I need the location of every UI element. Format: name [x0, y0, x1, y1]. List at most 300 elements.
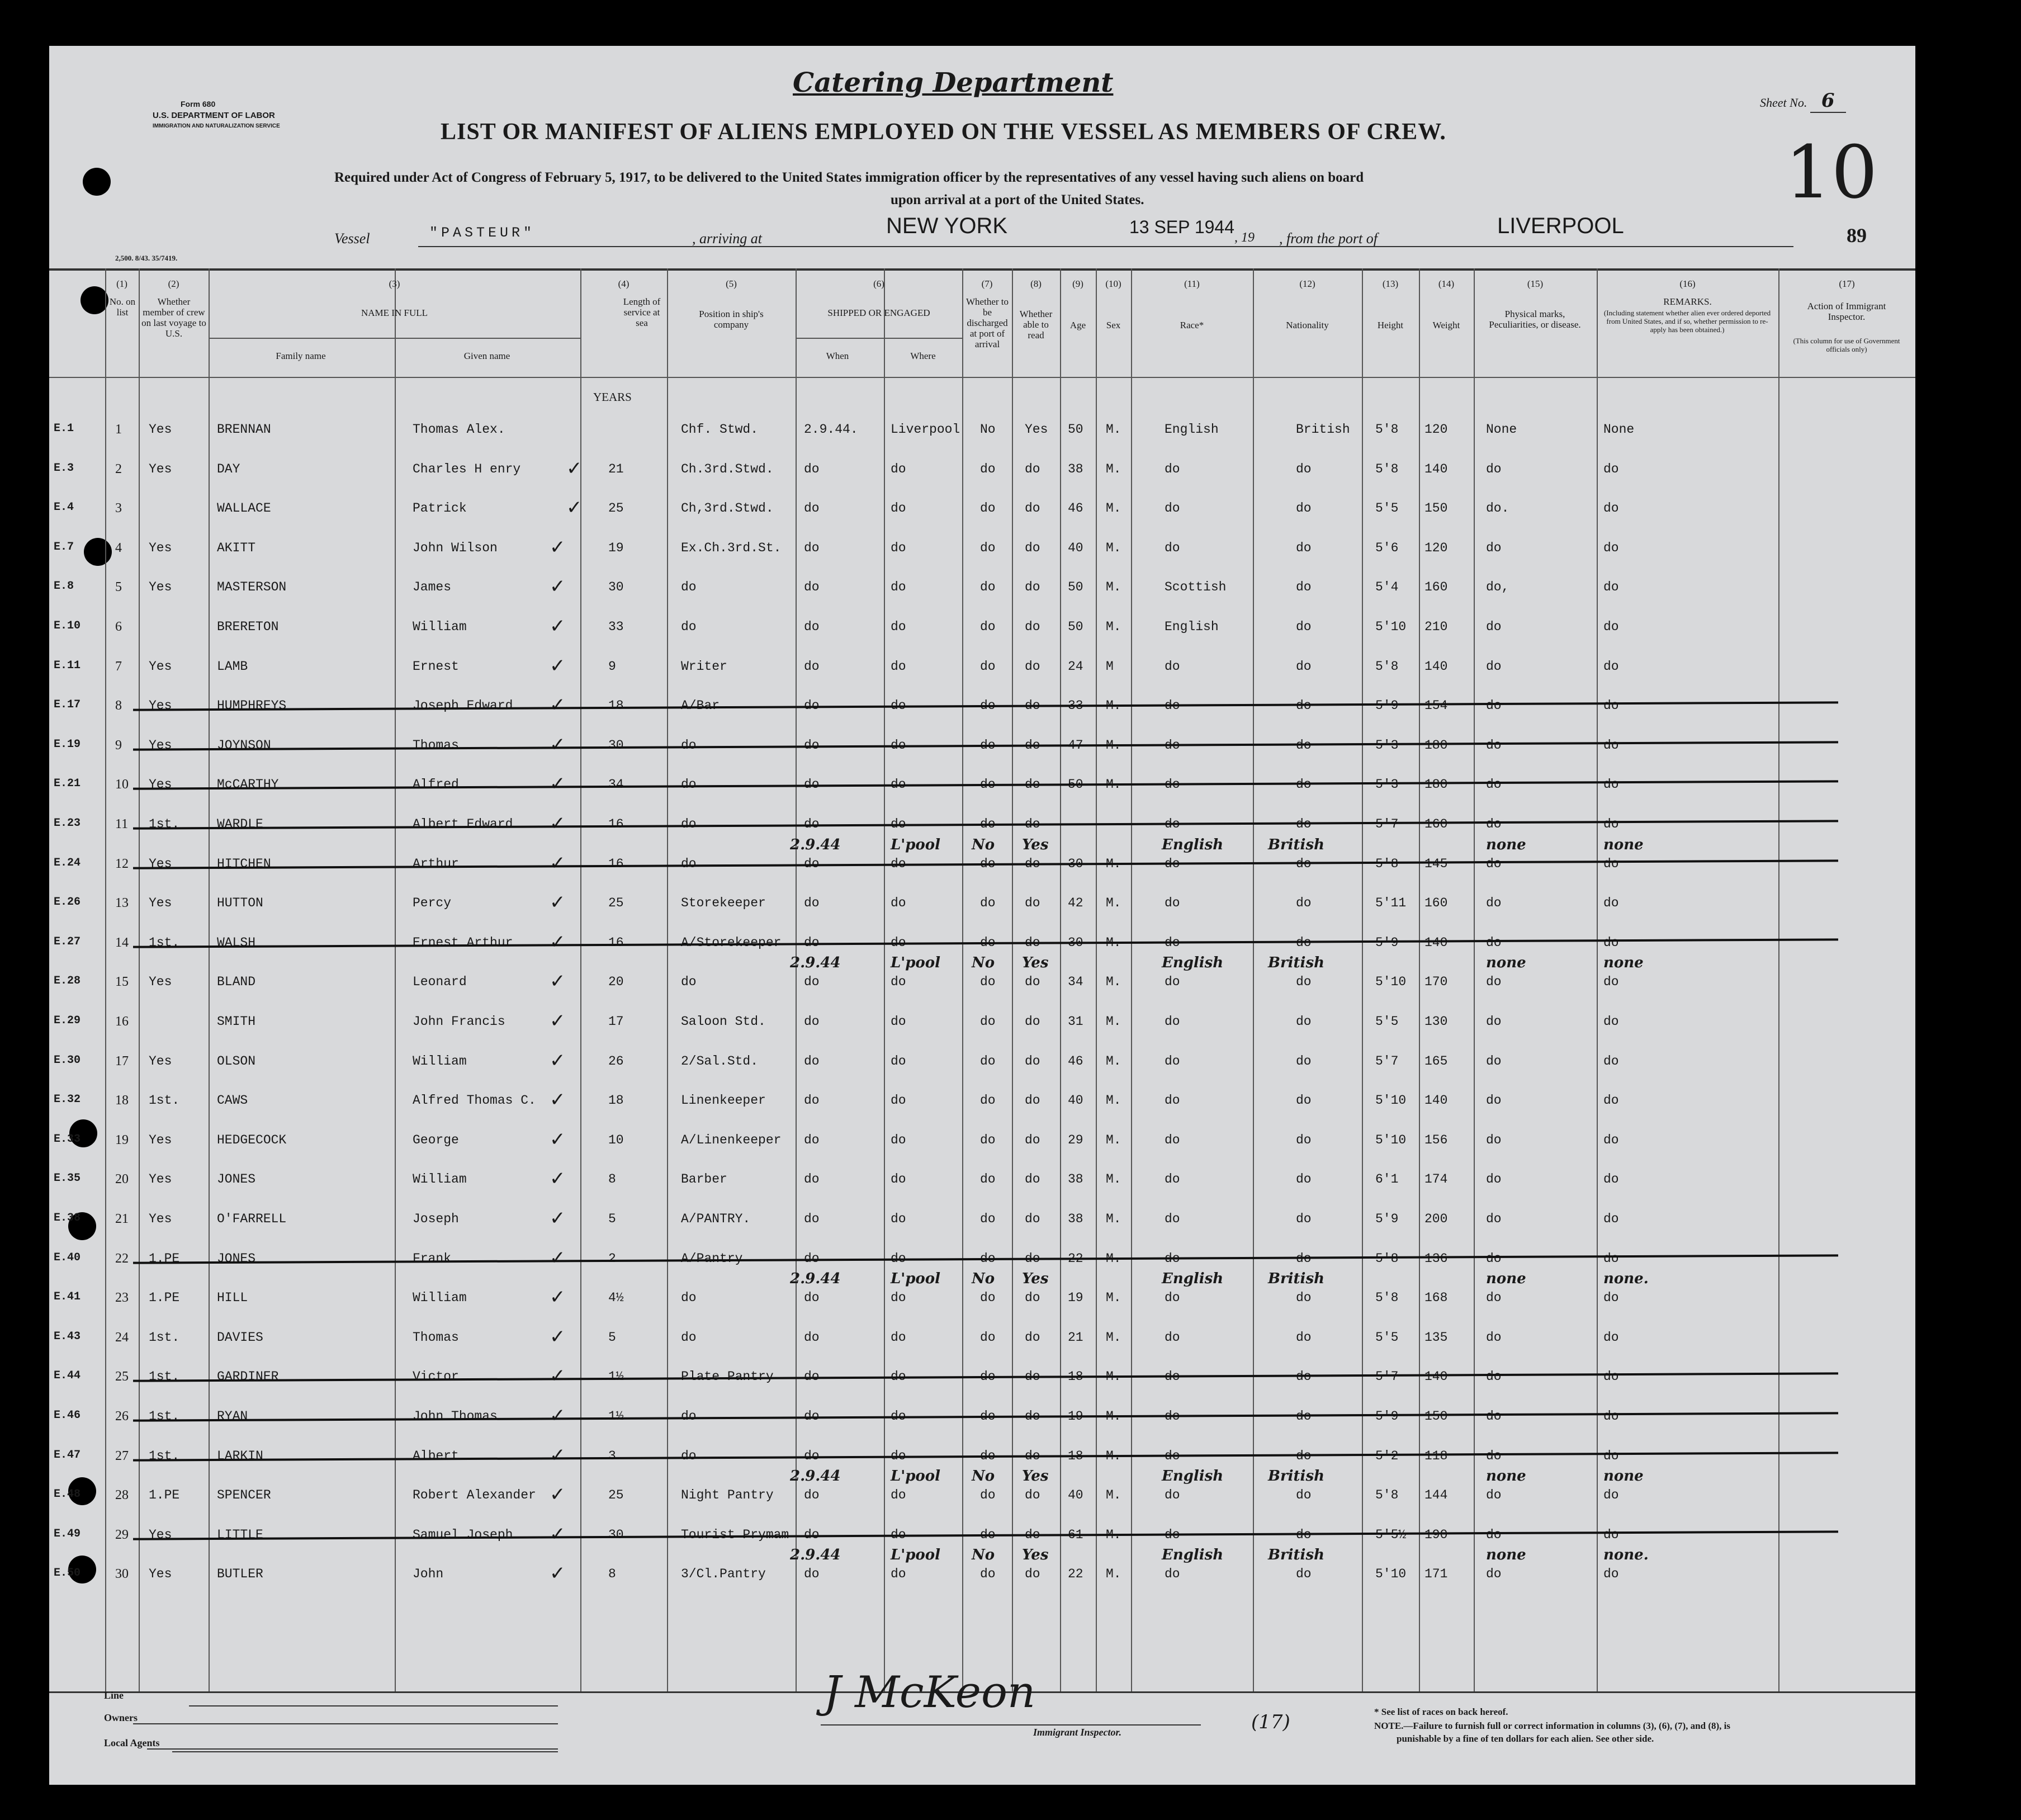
cell-weight: 154	[1424, 698, 1448, 713]
cell-service-length: 21	[608, 461, 624, 476]
cell-given-name: Percy	[413, 896, 452, 911]
cell-weight: 171	[1424, 1567, 1448, 1582]
cell-nationality: do	[1296, 1409, 1312, 1424]
table-row	[49, 654, 1915, 698]
cell-race: do	[1165, 1053, 1180, 1069]
cell-weight: 190	[1424, 1527, 1448, 1542]
correction-where: L'pool	[891, 1270, 940, 1288]
cell-row-id: E.11	[54, 659, 81, 672]
cell-service-length: 5	[608, 1330, 616, 1345]
cell-physical-marks: do	[1486, 461, 1502, 476]
cell-physical-marks: do	[1486, 1053, 1502, 1069]
correction-read: Yes	[1022, 954, 1049, 972]
cell-shipped-when: do	[804, 580, 820, 595]
arriving-port: NEW YORK	[886, 214, 1008, 238]
cell-given-name: William	[413, 1053, 467, 1069]
correction-remarks: none.	[1603, 1547, 1649, 1564]
cell-row-number: 30	[115, 1567, 129, 1582]
header-name-in-full: NAME IN FULL	[361, 308, 428, 318]
local-agents-label: Local Agents	[104, 1737, 160, 1748]
cell-family-name: HILL	[217, 1290, 248, 1306]
cell-shipped-when: do	[804, 620, 820, 634]
cell-weight: 150	[1424, 1409, 1448, 1424]
cell-age: 50	[1068, 422, 1083, 437]
cell-row-number: 10	[115, 777, 129, 792]
cell-able-to-read: do	[1025, 1369, 1040, 1384]
cell-shipped-when: do	[804, 698, 820, 713]
cell-race: do	[1165, 856, 1180, 871]
cell-last-voyage: Yes	[149, 856, 172, 871]
correction-marks: none	[1486, 836, 1526, 853]
cell-shipped-when: do	[804, 1567, 820, 1582]
cell-position: Ch.3rd.Stwd.	[681, 461, 774, 476]
table-row	[49, 1010, 1915, 1053]
cell-row-id: E.33	[54, 1132, 81, 1146]
note-line-2: punishable by a fine of ten dollars for each alien. See other side.	[1397, 1733, 1654, 1744]
cell-physical-marks: do	[1486, 540, 1502, 555]
cell-race: English	[1165, 620, 1219, 634]
cell-row-id: E.47	[54, 1448, 81, 1462]
header-race: Race*	[1180, 320, 1204, 330]
cell-discharged: do	[980, 1330, 996, 1345]
cell-able-to-read: do	[1025, 1172, 1040, 1187]
cell-row-number: 16	[115, 1014, 129, 1029]
cell-race: do	[1165, 698, 1180, 713]
cell-physical-marks: do	[1486, 1448, 1502, 1463]
cell-race: do	[1165, 501, 1180, 516]
cell-race: Scottish	[1165, 580, 1227, 595]
cell-height: 5'9	[1375, 1212, 1399, 1226]
table-row	[49, 1562, 1915, 1606]
cell-position: 2/Sal.Std.	[681, 1053, 759, 1069]
cell-shipped-when: do	[804, 1093, 820, 1108]
cell-weight: 165	[1424, 1053, 1448, 1069]
sheet-label	[1760, 89, 1846, 112]
cell-nationality: do	[1296, 738, 1312, 753]
table-row	[49, 733, 1915, 777]
cell-position: do	[681, 1290, 697, 1306]
header-remarks-note: (Including statement whether alien ever ordered deported from United States, and if so, whether permission to re-apply has been obtained.)	[1603, 309, 1771, 334]
cell-discharged: do	[980, 698, 996, 713]
cell-able-to-read: do	[1025, 1093, 1040, 1108]
cell-position: do	[681, 1330, 697, 1345]
cell-given-name: George	[413, 1132, 459, 1147]
cell-weight: 160	[1424, 896, 1448, 911]
cell-family-name: HEDGECOCK	[217, 1132, 287, 1147]
agency-line1: U.S. DEPARTMENT OF LABOR	[153, 111, 275, 120]
correction-disch: No	[972, 1468, 995, 1485]
cell-height: 5'10	[1375, 1567, 1407, 1582]
cell-discharged: do	[980, 1132, 996, 1147]
check-mark-icon: ✓	[550, 1049, 566, 1072]
cell-sex: M.	[1106, 1014, 1121, 1029]
col-num: (11)	[1184, 278, 1200, 289]
check-mark-icon: ✓	[550, 930, 566, 953]
cell-given-name: Leonard	[413, 975, 467, 990]
cell-remarks: do	[1603, 1093, 1619, 1108]
table-row	[49, 694, 1915, 738]
cell-able-to-read: do	[1025, 580, 1040, 595]
cell-given-name: Patrick	[413, 501, 467, 516]
cell-race: do	[1165, 935, 1180, 950]
cell-age: 33	[1068, 698, 1083, 713]
cell-able-to-read: do	[1025, 975, 1040, 990]
table-row	[49, 1286, 1915, 1330]
table-row	[49, 773, 1915, 816]
cell-position: Ch,3rd.Stwd.	[681, 501, 774, 516]
cell-service-length: 3	[608, 1448, 616, 1463]
cell-able-to-read: do	[1025, 1330, 1040, 1345]
cell-height: 5'10	[1375, 620, 1407, 634]
correction-race: English	[1162, 1547, 1224, 1564]
cell-nationality: British	[1296, 422, 1350, 437]
cell-position: do	[681, 856, 697, 871]
cell-discharged: do	[980, 1369, 996, 1384]
cell-row-number: 14	[115, 935, 129, 950]
cell-age: 19	[1068, 1290, 1083, 1306]
cell-family-name: RYAN	[217, 1409, 248, 1424]
cell-able-to-read: do	[1025, 540, 1040, 555]
cell-discharged: do	[980, 935, 996, 950]
cell-service-length: 18	[608, 1093, 624, 1108]
col-num: (13)	[1382, 278, 1399, 289]
cell-discharged: do	[980, 1448, 996, 1463]
cell-nationality: do	[1296, 540, 1312, 555]
cell-remarks: do	[1603, 1172, 1619, 1187]
cell-able-to-read: do	[1025, 1290, 1040, 1306]
cell-remarks: do	[1603, 1567, 1619, 1582]
table-row	[49, 852, 1915, 896]
years-label: YEARS	[593, 390, 632, 404]
cell-position: do	[681, 1409, 697, 1424]
cell-shipped-when: do	[804, 817, 820, 831]
cell-family-name: LAMB	[217, 659, 248, 674]
cell-family-name: HITCHEN	[217, 856, 271, 871]
cell-discharged: do	[980, 1567, 996, 1582]
cell-last-voyage: 1st.	[149, 817, 180, 831]
cell-shipped-where: do	[891, 1251, 906, 1266]
cell-weight: 180	[1424, 777, 1448, 792]
cell-able-to-read: do	[1025, 1409, 1040, 1424]
check-mark-icon: ✓	[550, 536, 566, 559]
cell-position: do	[681, 738, 697, 753]
cell-weight: 120	[1424, 540, 1448, 555]
cell-shipped-when: do	[804, 1448, 820, 1463]
cell-sex: M.	[1106, 1172, 1121, 1187]
cell-age: 38	[1068, 1172, 1083, 1187]
cell-row-number: 1	[115, 422, 122, 437]
check-mark-icon: ✓	[550, 1089, 566, 1112]
check-mark-icon: ✓	[550, 1325, 566, 1348]
cell-row-number: 8	[115, 698, 122, 713]
check-mark-icon: ✓	[550, 812, 566, 835]
col-num: (17)	[1839, 278, 1855, 289]
cell-family-name: BUTLER	[217, 1567, 263, 1582]
cell-shipped-when: do	[804, 1409, 820, 1424]
cell-row-id: E.48	[54, 1488, 81, 1501]
cell-height: 5'8	[1375, 461, 1399, 476]
cell-race: do	[1165, 1251, 1180, 1266]
cell-given-name: Thomas	[413, 738, 459, 753]
cell-weight: 180	[1424, 738, 1448, 753]
cell-row-number: 28	[115, 1488, 129, 1503]
cell-height: 5'8	[1375, 1251, 1399, 1266]
cell-position: A/Pantry	[681, 1251, 743, 1266]
cell-given-name: Thomas	[413, 1330, 459, 1345]
cell-remarks: do	[1603, 738, 1619, 753]
check-mark-icon: ✓	[550, 615, 566, 637]
cell-shipped-where: do	[891, 1093, 906, 1108]
cell-discharged: do	[980, 856, 996, 871]
cell-row-number: 20	[115, 1172, 129, 1187]
cell-row-id: E.21	[54, 777, 81, 791]
cell-family-name: WARDLE	[217, 817, 263, 831]
cell-height: 5'7	[1375, 1053, 1399, 1069]
cell-last-voyage: Yes	[149, 1172, 172, 1187]
cell-sex: M.	[1106, 1527, 1121, 1542]
cell-service-length: 10	[608, 1132, 624, 1147]
cell-nationality: do	[1296, 501, 1312, 516]
cell-service-length: 5	[608, 1212, 616, 1226]
cell-shipped-where: do	[891, 620, 906, 634]
check-mark-icon: ✓	[550, 773, 566, 796]
cell-nationality: do	[1296, 777, 1312, 792]
cell-physical-marks: do,	[1486, 580, 1509, 595]
cell-shipped-where: do	[891, 540, 906, 555]
check-mark-icon: ✓	[550, 1010, 566, 1032]
cell-physical-marks: do	[1486, 1409, 1502, 1424]
cell-discharged: do	[980, 1014, 996, 1029]
cell-given-name: Samuel Joseph	[413, 1527, 513, 1542]
table-row	[49, 1089, 1915, 1132]
check-mark-icon: ✓	[550, 1444, 566, 1467]
cell-weight: 140	[1424, 1093, 1448, 1108]
cell-shipped-where: do	[891, 1212, 906, 1226]
cell-last-voyage: 1st.	[149, 1448, 180, 1463]
form-number: Form 680	[181, 100, 216, 108]
cell-height: 5'6	[1375, 540, 1399, 555]
cell-nationality: do	[1296, 817, 1312, 831]
cell-able-to-read: do	[1025, 896, 1040, 911]
owners-rule	[147, 1748, 558, 1750]
cell-nationality: do	[1296, 1172, 1312, 1187]
manifest-sheet	[49, 46, 1915, 1785]
cell-family-name: BLAND	[217, 975, 256, 990]
header-able-to-read: Whether able to read	[1019, 309, 1053, 341]
cell-discharged: do	[980, 975, 996, 990]
cell-family-name: SMITH	[217, 1014, 256, 1029]
cell-service-length: 33	[608, 620, 624, 634]
cell-row-id: E.10	[54, 620, 81, 632]
cell-service-length: 34	[608, 777, 624, 792]
cell-family-name: LITTLE	[217, 1527, 263, 1542]
cell-shipped-where: do	[891, 1172, 906, 1187]
cell-sex: M.	[1106, 461, 1121, 476]
cell-row-id: E.50	[54, 1567, 81, 1580]
subheader-rule-shipped	[796, 338, 962, 339]
cell-row-number: 18	[115, 1093, 129, 1108]
cell-age: 22	[1068, 1251, 1083, 1266]
cell-sex: M.	[1106, 1053, 1121, 1069]
cell-sex: M.	[1106, 1212, 1121, 1226]
cell-physical-marks: do	[1486, 698, 1502, 713]
arrival-date: 13 SEP 1944	[1129, 217, 1235, 237]
cell-able-to-read: do	[1025, 1212, 1040, 1226]
cell-position: Linenkeeper	[681, 1093, 766, 1108]
cell-nationality: do	[1296, 1014, 1312, 1029]
cell-remarks: do	[1603, 659, 1619, 674]
cell-row-id: E.43	[54, 1330, 81, 1343]
cell-race: do	[1165, 1448, 1180, 1463]
cell-weight: 156	[1424, 1132, 1448, 1147]
punch-hole	[83, 168, 111, 196]
cell-service-length: 30	[608, 1527, 624, 1542]
table-row	[49, 1049, 1915, 1093]
cell-row-number: 24	[115, 1330, 129, 1345]
cell-position: do	[681, 777, 697, 792]
department-handwritten: Catering Department	[793, 67, 1114, 98]
cell-nationality: do	[1296, 1369, 1312, 1384]
header-height: Height	[1377, 320, 1404, 330]
cell-sex: M.	[1106, 698, 1121, 713]
cell-sex: M.	[1106, 896, 1121, 911]
table-row	[49, 1207, 1915, 1251]
cell-height: 5'9	[1375, 1409, 1399, 1424]
cell-shipped-where: do	[891, 777, 906, 792]
check-mark-icon: ✓	[550, 891, 566, 914]
cell-race: do	[1165, 1172, 1180, 1187]
header-discharged: Whether to be discharged at port of arrival	[966, 296, 1009, 349]
cell-age: 18	[1068, 1448, 1083, 1463]
cell-sex: M.	[1106, 1369, 1121, 1384]
cell-weight: 174	[1424, 1172, 1448, 1187]
cell-service-length: 30	[608, 580, 624, 595]
correction-nat: British	[1268, 1547, 1324, 1564]
cell-physical-marks: do	[1486, 1172, 1502, 1187]
cell-last-voyage: Yes	[149, 1212, 172, 1226]
cell-remarks: do	[1603, 1251, 1619, 1266]
cell-able-to-read: do	[1025, 1251, 1040, 1266]
header-remarks: REMARKS.	[1663, 296, 1712, 307]
cell-able-to-read: do	[1025, 1448, 1040, 1463]
correction-remarks: none	[1603, 1468, 1644, 1485]
cell-shipped-when: do	[804, 540, 820, 555]
cell-last-voyage: Yes	[149, 1527, 172, 1542]
cell-nationality: do	[1296, 1567, 1312, 1582]
cell-family-name: JONES	[217, 1251, 256, 1266]
cell-position: Saloon Std.	[681, 1014, 766, 1029]
correction-race: English	[1162, 1468, 1224, 1485]
correction-disch: No	[972, 954, 995, 972]
cell-family-name: DAY	[217, 461, 240, 476]
from-port: LIVERPOOL	[1497, 214, 1624, 238]
cell-shipped-where: do	[891, 1330, 906, 1345]
cell-nationality: do	[1296, 698, 1312, 713]
cell-weight: 130	[1424, 1014, 1448, 1029]
cell-shipped-where: Liverpool	[891, 422, 960, 437]
cell-shipped-where: do	[891, 1527, 906, 1542]
line-rule	[133, 1723, 558, 1724]
cell-physical-marks: do	[1486, 1132, 1502, 1147]
header-action: Action of Immigrant Inspector.	[1807, 301, 1886, 322]
cell-able-to-read: Yes	[1025, 422, 1048, 437]
cell-remarks: do	[1603, 1330, 1619, 1345]
col-num: (10)	[1105, 278, 1121, 289]
cell-remarks: do	[1603, 540, 1619, 555]
cell-position: do	[681, 580, 697, 595]
cell-last-voyage: Yes	[149, 659, 172, 674]
header-service-length: Length of service at sea	[623, 296, 661, 328]
vessel-label: Vessel	[334, 230, 370, 247]
check-mark-icon: ✓	[566, 457, 583, 480]
cell-position: Tourist Prymam	[681, 1527, 789, 1542]
header-physical-marks: Physical marks, Peculiarities, or disease.	[1489, 309, 1581, 330]
cell-sex: M.	[1106, 856, 1121, 871]
page-title: LIST OR MANIFEST OF ALIENS EMPLOYED ON THE VESSEL AS MEMBERS OF CREW.	[441, 119, 1446, 145]
cell-able-to-read: do	[1025, 856, 1040, 871]
cell-row-id: E.7	[54, 540, 74, 554]
cell-remarks: do	[1603, 620, 1619, 634]
cell-shipped-when: do	[804, 935, 820, 950]
cell-shipped-when: 2.9.44.	[804, 422, 858, 437]
cell-sex: M.	[1106, 1448, 1121, 1463]
cell-position: 3/Cl.Pantry	[681, 1567, 766, 1582]
cell-family-name: WALSH	[217, 935, 256, 950]
cell-age: 29	[1068, 1132, 1083, 1147]
header-shipped-engaged: SHIPPED OR ENGAGED	[827, 308, 930, 318]
cell-height: 5'3	[1375, 738, 1399, 753]
cell-weight: 120	[1424, 422, 1448, 437]
cell-nationality: do	[1296, 1527, 1312, 1542]
cell-able-to-read: do	[1025, 501, 1040, 516]
cell-position: Chf. Stwd.	[681, 422, 759, 437]
cell-service-length: 20	[608, 975, 624, 990]
cell-race: do	[1165, 540, 1180, 555]
cell-shipped-when: do	[804, 461, 820, 476]
header-weight: Weight	[1432, 320, 1460, 330]
cell-sex: M.	[1106, 501, 1121, 516]
cell-nationality: do	[1296, 975, 1312, 990]
cell-sex: M.	[1106, 1132, 1121, 1147]
table-row	[49, 1167, 1915, 1211]
cell-age: 46	[1068, 1053, 1083, 1069]
cell-sex: M.	[1106, 975, 1121, 990]
cell-position: do	[681, 1448, 697, 1463]
cell-discharged: do	[980, 1172, 996, 1187]
cell-able-to-read: do	[1025, 777, 1040, 792]
cell-race: do	[1165, 896, 1180, 911]
header-sex: Sex	[1106, 320, 1121, 330]
cell-service-length: 8	[608, 1172, 616, 1187]
cell-discharged: do	[980, 501, 996, 516]
cell-row-number: 21	[115, 1212, 129, 1226]
correction-when: 2.9.44	[790, 1468, 841, 1485]
cell-age: 34	[1068, 975, 1083, 990]
correction-read: Yes	[1022, 1547, 1049, 1564]
cell-physical-marks: do	[1486, 856, 1502, 871]
cell-row-id: E.26	[54, 896, 81, 909]
cell-row-id: E.29	[54, 1014, 81, 1027]
cell-sex: M.	[1106, 1567, 1121, 1582]
cell-sex: M.	[1106, 777, 1121, 792]
cell-weight: 135	[1424, 1330, 1448, 1345]
header-bottom-rule	[49, 377, 1915, 378]
cell-shipped-when: do	[804, 1014, 820, 1029]
cell-given-name: John	[413, 1567, 444, 1582]
cell-height: 5'10	[1375, 1093, 1407, 1108]
cell-discharged: No	[980, 422, 996, 437]
punch-hole	[81, 286, 108, 314]
